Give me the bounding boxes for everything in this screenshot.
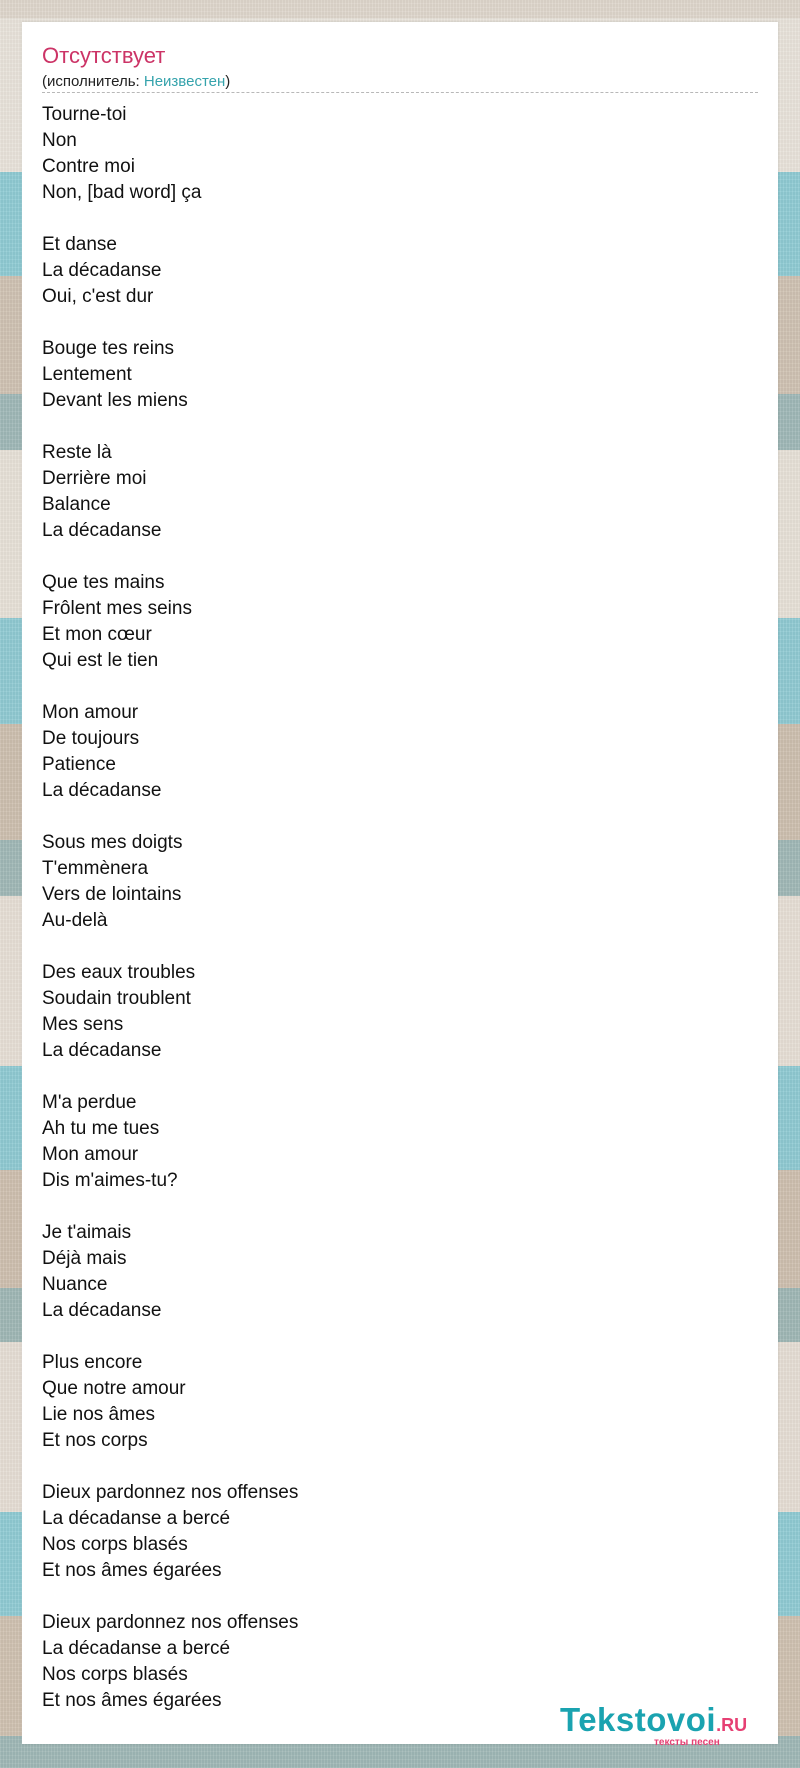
performer-line bbox=[42, 73, 230, 91]
lyric-line: Et nos âmes égarées bbox=[42, 1560, 222, 1581]
lyric-line: Nuance bbox=[42, 1274, 108, 1295]
lyric-line: Devant les miens bbox=[42, 390, 188, 411]
stanza-break bbox=[42, 1584, 298, 1610]
lyric-line: Que tes mains bbox=[42, 572, 165, 593]
lyric-line: M'a perdue bbox=[42, 1092, 137, 1113]
lyric-line: La décadanse bbox=[42, 260, 162, 281]
logo-main-text: Tekstovoi bbox=[560, 1701, 717, 1738]
stanza-break bbox=[42, 674, 298, 700]
lyric-line: La décadanse a bercé bbox=[42, 1638, 231, 1659]
lyric-line: Bouge tes reins bbox=[42, 338, 175, 359]
song-title: Отсутствует bbox=[42, 43, 166, 68]
stanza-break bbox=[42, 934, 298, 960]
stanza-break bbox=[42, 414, 298, 440]
lyric-line: Ah tu me tues bbox=[42, 1118, 160, 1139]
lyric-line: Soudain troublent bbox=[42, 988, 191, 1009]
lyric-line: La décadanse bbox=[42, 780, 162, 801]
lyric-line: Plus encore bbox=[42, 1352, 143, 1373]
lyric-line: La décadanse a bercé bbox=[42, 1508, 231, 1529]
lyric-line: Contre moi bbox=[42, 156, 135, 177]
lyric-line: Et danse bbox=[42, 234, 117, 255]
lyric-line: T'emmènera bbox=[42, 858, 149, 879]
lyric-line: Qui est le tien bbox=[42, 650, 159, 671]
lyric-line: Vers de lointains bbox=[42, 884, 182, 905]
lyric-line: Dieux pardonnez nos offenses bbox=[42, 1482, 299, 1503]
lyric-line: Que notre amour bbox=[42, 1378, 186, 1399]
lyric-line: Mon amour bbox=[42, 702, 139, 723]
stanza-break bbox=[42, 206, 298, 232]
lyric-line: Dis m'aimes-tu? bbox=[42, 1170, 178, 1191]
performer-prefix: (исполнитель: bbox=[42, 73, 144, 90]
logo-subtitle: тексты песен bbox=[654, 1737, 720, 1748]
stanza-break bbox=[42, 1194, 298, 1220]
lyric-line: Des eaux troubles bbox=[42, 962, 196, 983]
stanza-break bbox=[42, 310, 298, 336]
header-divider bbox=[42, 92, 758, 93]
lyric-line: Lie nos âmes bbox=[42, 1404, 156, 1425]
lyric-line: Je t'aimais bbox=[42, 1222, 132, 1243]
lyric-line: La décadanse bbox=[42, 1300, 162, 1321]
lyric-line: Et mon cœur bbox=[42, 624, 152, 645]
performer-suffix: ) bbox=[225, 73, 231, 90]
lyric-line: Nos corps blasés bbox=[42, 1664, 188, 1685]
lyric-line: Au-delà bbox=[42, 910, 108, 931]
stanza-break bbox=[42, 1064, 298, 1090]
lyric-line: Non, [bad word] ça bbox=[42, 182, 202, 203]
lyric-line: Déjà mais bbox=[42, 1248, 127, 1269]
lyric-line: Tourne-toi bbox=[42, 104, 127, 125]
stanza-break bbox=[42, 1454, 298, 1480]
lyric-line: La décadanse bbox=[42, 1040, 162, 1061]
lyric-line: La décadanse bbox=[42, 520, 162, 541]
lyric-line: Mes sens bbox=[42, 1014, 124, 1035]
lyric-line: Sous mes doigts bbox=[42, 832, 183, 853]
stanza-break bbox=[42, 1324, 298, 1350]
lyric-line: Patience bbox=[42, 754, 116, 775]
lyric-line: Et nos âmes égarées bbox=[42, 1690, 222, 1711]
site-logo[interactable] bbox=[560, 1702, 770, 1746]
lyrics-card bbox=[22, 22, 778, 1748]
lyric-line: Dieux pardonnez nos offenses bbox=[42, 1612, 299, 1633]
performer-link[interactable]: Неизвестен bbox=[143, 73, 226, 90]
lyric-line: Derrière moi bbox=[42, 468, 147, 489]
stanza-break bbox=[42, 804, 298, 830]
lyric-line: Mon amour bbox=[42, 1144, 139, 1165]
logo-tld: .RU bbox=[716, 1715, 748, 1735]
lyric-line: Non bbox=[42, 130, 77, 151]
lyric-line: Et nos corps bbox=[42, 1430, 148, 1451]
lyric-line: Lentement bbox=[42, 364, 132, 385]
stanza-break bbox=[42, 544, 298, 570]
lyric-line: Balance bbox=[42, 494, 111, 515]
lyric-line: Oui, c'est dur bbox=[42, 286, 154, 307]
lyric-line: De toujours bbox=[42, 728, 140, 749]
lyric-line: Reste là bbox=[42, 442, 112, 463]
lyric-line: Nos corps blasés bbox=[42, 1534, 188, 1555]
lyric-line: Frôlent mes seins bbox=[42, 598, 192, 619]
lyrics-text bbox=[42, 102, 298, 1714]
